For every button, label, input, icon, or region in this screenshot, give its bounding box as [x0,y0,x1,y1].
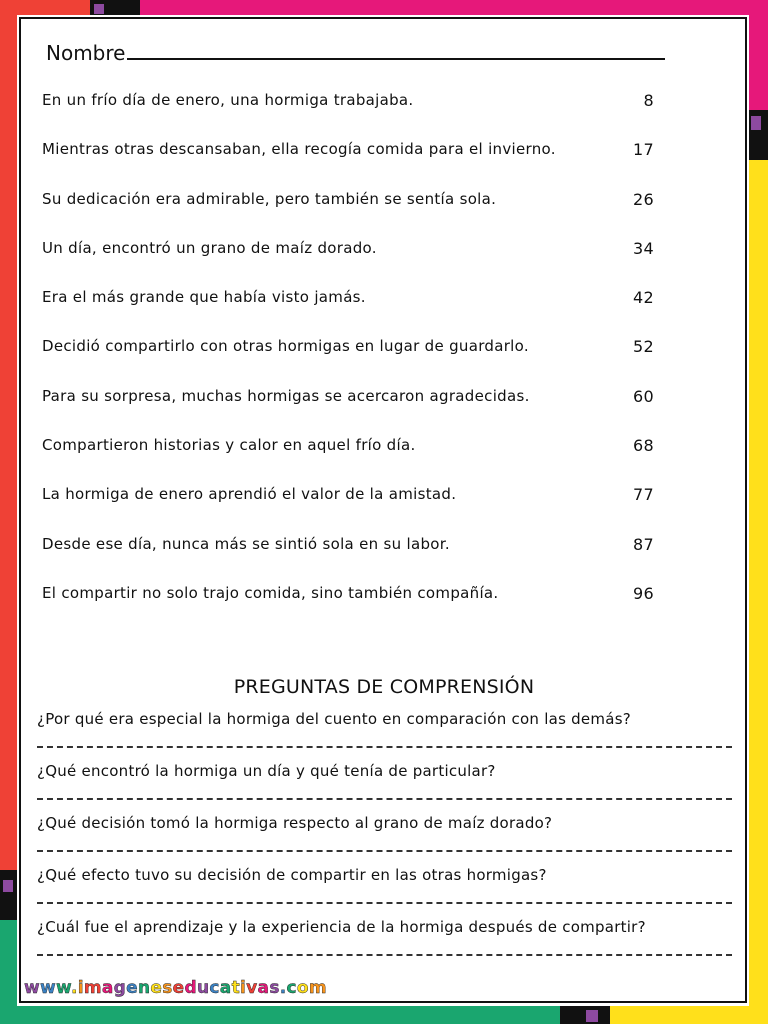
question-text: ¿Qué encontró la hormiga un día y qué tenía de particular? [37,762,496,780]
answer-line[interactable] [37,798,732,800]
watermark-letter: w [24,978,41,998]
watermark-letter: n [137,978,151,998]
word-count: 42 [633,288,654,308]
reading-line [42,581,662,630]
watermark-letter: t [231,978,240,998]
reading-line-text: La hormiga de enero aprendió el valor de la amistad. [42,485,457,504]
reading-line [42,384,662,433]
reading-line-text: Desde ese día, nunca más se sintió sola en su labor. [42,534,450,553]
watermark-letter: a [257,978,270,998]
question-text: ¿Qué efecto tuvo su decisión de compartir en las otras hormigas? [37,866,547,884]
answer-line[interactable] [37,954,732,956]
question-item [37,864,732,916]
reading-line-text: Mientras otras descansaban, ella recogía comida para el invierno. [42,140,556,159]
reading-line-text: Compartieron historias y calor en aquel frío día. [42,436,416,455]
watermark-letter: d [184,978,197,998]
watermark-letter: a [219,978,232,998]
question-text: ¿Por qué era especial la hormiga del cuento en comparación con las demás? [37,710,631,728]
reading-line [42,532,662,581]
word-count: 96 [633,583,654,603]
watermark-letter: i [77,978,84,998]
watermark-letter: e [150,978,163,998]
word-count: 87 [633,534,654,554]
reading-line-text: Un día, encontró un grano de maíz dorado. [42,238,377,257]
word-count: 17 [633,140,654,160]
question-item [37,708,732,760]
watermark-letter: w [56,978,71,998]
reading-line-text: Decidió compartirlo con otras hormigas en lugar de guardarlo. [42,337,529,356]
watermark-letter: . [70,978,78,998]
watermark-letter: m [308,978,327,998]
word-count: 68 [633,436,654,456]
watermark-letter: c [286,978,297,998]
watermark-letter: s [269,978,280,998]
watermark-letter: e [172,978,185,998]
reading-line [42,137,662,186]
reading-line-text: Era el más grande que había visto jamás. [42,288,366,307]
question-text: ¿Cuál fue el aprendizaje y la experiencia de la hormiga después de compartir? [37,918,646,936]
watermark-letter: c [209,978,220,998]
question-item [37,812,732,864]
reading-line-text: En un frío día de enero, una hormiga trabajaba. [42,91,414,109]
watermark-letter: g [113,978,127,998]
word-count: 26 [633,189,654,209]
watermark-letter: w [40,978,57,998]
reading-line-text: El compartir no solo trajo comida, sino también compañía. [42,583,499,602]
watermark-letter: . [279,978,287,998]
watermark-letter: o [296,978,309,998]
answer-line[interactable] [37,746,732,748]
watermark-letter: i [240,978,247,998]
question-item [37,916,732,968]
reading-line [42,334,662,383]
reading-line [42,187,662,236]
name-blank-line[interactable] [127,40,665,60]
reading-line [42,433,662,482]
word-count: 34 [633,238,654,258]
reading-line [42,236,662,285]
watermark-letter: e [126,978,138,998]
word-count: 60 [633,386,654,406]
watermark-letter: v [246,978,258,998]
reading-passage [42,88,662,630]
watermark-letter: a [101,978,114,998]
word-count: 8 [643,91,654,110]
reading-line-text: Para su sorpresa, muchas hormigas se acercaron agradecidas. [42,386,530,405]
question-text: ¿Qué decisión tomó la hormiga respecto al grano de maíz dorado? [37,814,553,832]
watermark-letter: m [83,978,102,998]
reading-line-text: Su dedicación era admirable, pero también se sentía sola. [42,189,497,208]
reading-line [42,88,662,137]
name-field [46,40,665,65]
watermark-letter: u [196,978,210,998]
reading-line [42,285,662,334]
reading-line [42,482,662,531]
name-label: Nombre [46,41,126,65]
word-count: 77 [633,485,654,505]
word-count: 52 [633,337,654,357]
watermark-letter: s [162,978,173,998]
answer-line[interactable] [37,850,732,852]
answer-line[interactable] [37,902,732,904]
watermark [24,978,327,998]
question-item [37,760,732,812]
questions-title: PREGUNTAS DE COMPRENSIÓN [233,676,535,698]
comprehension-questions [37,708,732,968]
